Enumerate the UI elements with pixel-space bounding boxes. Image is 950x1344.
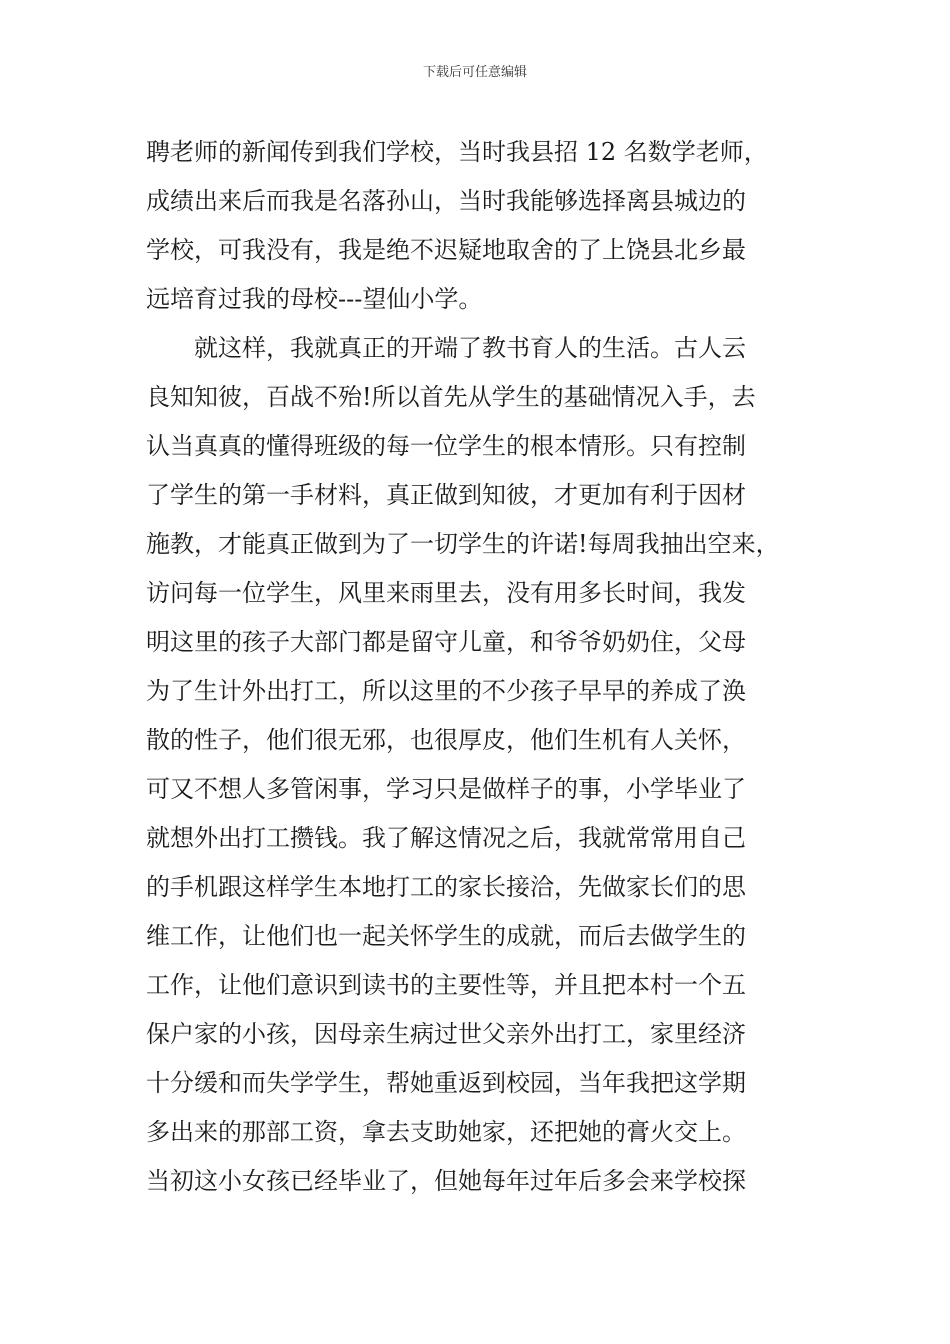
page-header: 下载后可任意编辑 <box>422 65 527 80</box>
text-line: 认当真真的懂得班级的每一位学生的根本情形。只有控制 <box>146 432 746 460</box>
text-line: 为了生计外出打工，所以这里的不少孩子早早的养成了涣 <box>146 677 746 705</box>
text-line: 就想外出打工攒钱。我了解这情况之后，我就常常用自己 <box>146 824 746 852</box>
text-line: 施教，才能真正做到为了一切学生的许诺!每周我抽出空来， <box>146 530 780 558</box>
text-line: 成绩出来后而我是名落孙山，当时我能够选择离县城边的 <box>146 187 746 215</box>
text-line: 工作，让他们意识到读书的主要性等，并且把本村一个五 <box>146 971 746 999</box>
document-body <box>146 128 818 1206</box>
text-line: 的手机跟这样学生本地打工的家长接洽，先做家长们的思 <box>146 873 746 901</box>
text-line: 了学生的第一手材料，真正做到知彼，才更加有利于因材 <box>146 481 746 509</box>
text-line: 聘老师的新闻传到我们学校，当时我县招 12 名数学老师， <box>146 138 768 166</box>
text-line: 良知知彼，百战不殆!所以首先从学生的基础情况入手，去 <box>146 383 756 411</box>
text-line: 可又不想人多管闲事，学习只是做样子的事，小学毕业了 <box>146 775 746 803</box>
text-line: 远培育过我的母校---望仙小学。 <box>146 285 483 313</box>
text-line: 学校，可我没有，我是绝不迟疑地取舍的了上饶县北乡最 <box>146 236 746 264</box>
text-line: 十分缓和而失学学生，帮她重返到校园，当年我把这学期 <box>146 1069 746 1097</box>
text-line: 访问每一位学生，风里来雨里去，没有用多长时间，我发 <box>146 579 746 607</box>
text-line: 当初这小女孩已经毕业了，但她每年过年后多会来学校探 <box>146 1167 746 1195</box>
text-line: 保户家的小孩，因母亲生病过世父亲外出打工，家里经济 <box>146 1020 746 1048</box>
text-line: 维工作，让他们也一起关怀学生的成就，而后去做学生的 <box>146 922 746 950</box>
text-line: 明这里的孩子大部门都是留守儿童，和爷爷奶奶住，父母 <box>146 628 746 656</box>
paragraph-start-line: 就这样，我就真正的开端了教书育人的生活。古人云 <box>194 334 746 362</box>
text-line: 散的性子，他们很无邪，也很厚皮，他们生机有人关怀， <box>146 726 746 754</box>
text-line: 多出来的那部工资，拿去支助她家，还把她的膏火交上。 <box>146 1118 746 1146</box>
